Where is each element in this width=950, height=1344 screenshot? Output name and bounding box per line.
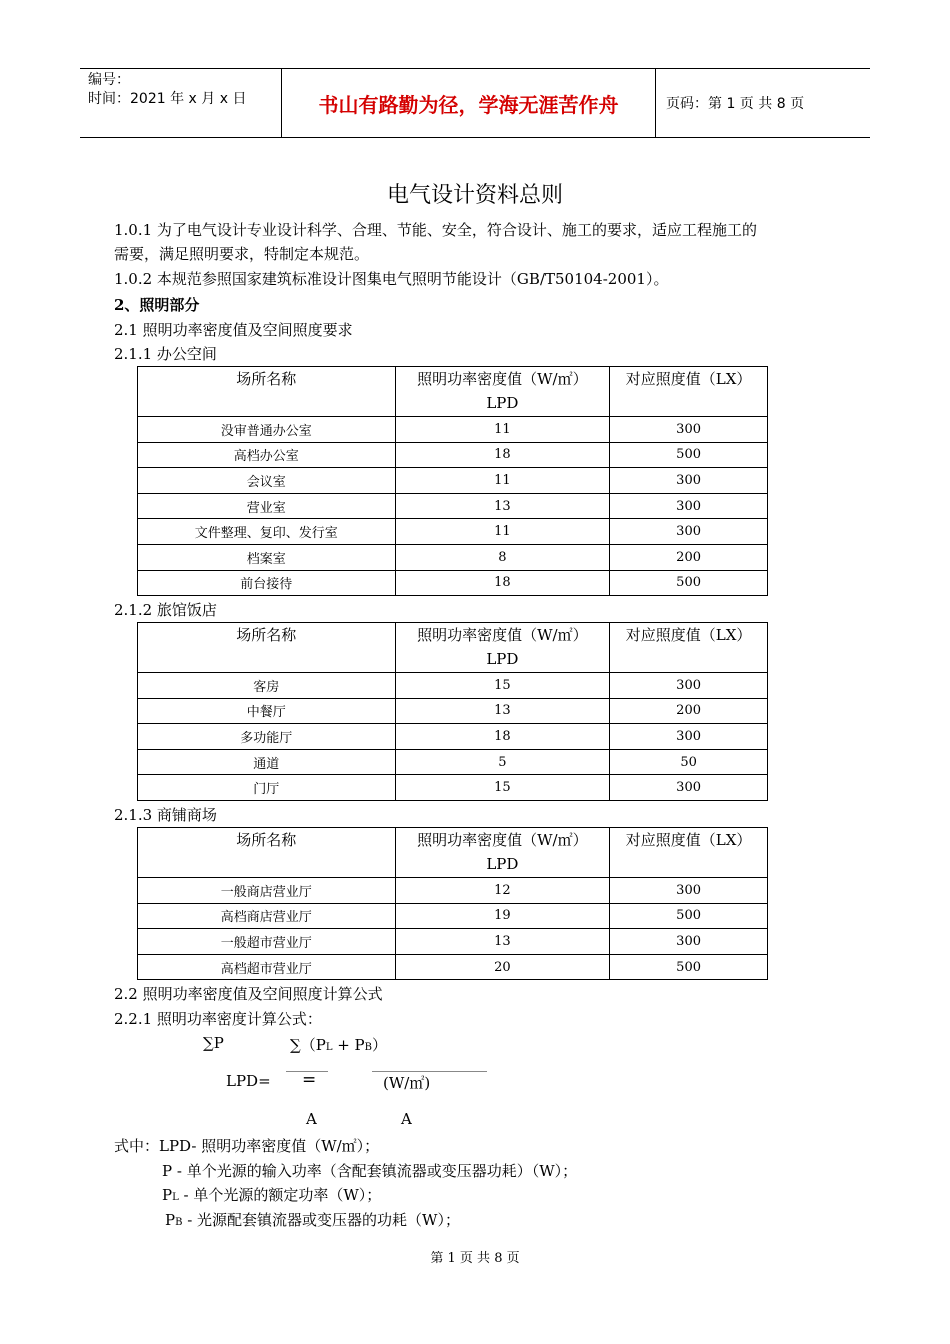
- table-shopping: [137, 827, 768, 980]
- table-row: [138, 442, 768, 468]
- header-page-label: 页码：第 1 页 共 8 页: [666, 96, 805, 112]
- cell-place-name: 通道: [138, 749, 396, 775]
- table-row: [138, 468, 768, 494]
- table-row: [138, 673, 768, 699]
- cell-illuminance: 300: [610, 878, 768, 904]
- table-row: [138, 698, 768, 724]
- cell-illuminance: 200: [610, 698, 768, 724]
- formula-lhs: LPD=: [226, 1072, 271, 1090]
- header-lpd: 照明功率密度值（W/㎡） LPD: [395, 623, 610, 673]
- cell-place-name: 会议室: [138, 468, 396, 494]
- table-row: [138, 417, 768, 443]
- cell-place-name: 门厅: [138, 775, 396, 801]
- header-lpd: 照明功率密度值（W/㎡） LPD: [395, 828, 610, 878]
- section-2-heading: 2、照明部分: [114, 296, 200, 314]
- cell-illuminance: 300: [610, 519, 768, 545]
- cell-lpd: 18: [395, 724, 610, 750]
- formula-sum-pl-pb: ∑（PL + PB）: [290, 1036, 388, 1054]
- cell-illuminance: 300: [610, 929, 768, 955]
- cell-lpd: 13: [395, 929, 610, 955]
- cell-place-name: 没审普通办公室: [138, 417, 396, 443]
- formula-equals: =: [302, 1070, 317, 1090]
- cell-lpd: 15: [395, 775, 610, 801]
- table-header-row: [138, 367, 768, 417]
- section-2-1-3-heading: 2.1.3 商铺商场: [114, 806, 217, 824]
- cell-lpd: 11: [395, 417, 610, 443]
- note-p: P - 单个光源的输入功率（含配套镇流器或变压器功耗）（W）；: [162, 1162, 578, 1180]
- table-row: [138, 544, 768, 570]
- header-lpd: 照明功率密度值（W/㎡） LPD: [395, 367, 610, 417]
- table-row: [138, 929, 768, 955]
- para-1-0-2: 1.0.2 本规范参照国家建筑标准设计图集电气照明节能设计（GB/T50104-2001）。: [114, 270, 669, 288]
- table-hotel: [137, 622, 768, 801]
- formula-denominator-1: A: [306, 1110, 317, 1128]
- cell-lpd: 8: [395, 544, 610, 570]
- formula-sum-p: ∑P: [203, 1034, 224, 1052]
- table-row: [138, 775, 768, 801]
- header-illuminance: 对应照度值（LX）: [610, 828, 768, 878]
- table-row: [138, 878, 768, 904]
- cell-illuminance: 50: [610, 749, 768, 775]
- cell-lpd: 15: [395, 673, 610, 699]
- cell-lpd: 20: [395, 954, 610, 980]
- header-place-name: 场所名称: [138, 623, 396, 673]
- header-meta: [80, 69, 282, 137]
- cell-illuminance: 300: [610, 468, 768, 494]
- cell-illuminance: 500: [610, 954, 768, 980]
- cell-lpd: 13: [395, 493, 610, 519]
- header-motto: 书山有路勤为径，学海无涯苦作舟: [282, 69, 656, 137]
- section-2-2-heading: 2.2 照明功率密度值及空间照度计算公式: [114, 985, 383, 1003]
- cell-place-name: 一般商店营业厅: [138, 878, 396, 904]
- cell-illuminance: 300: [610, 417, 768, 443]
- cell-place-name: 高档商店营业厅: [138, 903, 396, 929]
- cell-place-name: 档案室: [138, 544, 396, 570]
- table-row: [138, 493, 768, 519]
- cell-lpd: 11: [395, 519, 610, 545]
- time-label: 时间：2021 年 x 月 x 日: [88, 91, 247, 107]
- cell-illuminance: 300: [610, 493, 768, 519]
- para-1-0-1-line1: 1.0.1 为了电气设计专业设计科学、合理、节能、安全，符合设计、施工的要求，适应工程施工的: [114, 221, 757, 239]
- cell-illuminance: 500: [610, 570, 768, 596]
- cell-lpd: 18: [395, 570, 610, 596]
- table-row: [138, 724, 768, 750]
- cell-place-name: 一般超市营业厅: [138, 929, 396, 955]
- cell-illuminance: 500: [610, 903, 768, 929]
- table-row: [138, 519, 768, 545]
- cell-place-name: 营业室: [138, 493, 396, 519]
- cell-illuminance: 200: [610, 544, 768, 570]
- section-2-2-1-heading: 2.2.1 照明功率密度计算公式：: [114, 1010, 322, 1028]
- cell-place-name: 多功能厅: [138, 724, 396, 750]
- page-header: [80, 68, 870, 138]
- number-label: 编号：: [88, 72, 130, 88]
- cell-lpd: 19: [395, 903, 610, 929]
- table-row: [138, 570, 768, 596]
- table-header-row: [138, 623, 768, 673]
- cell-lpd: 11: [395, 468, 610, 494]
- cell-place-name: 中餐厅: [138, 698, 396, 724]
- table-row: [138, 749, 768, 775]
- cell-illuminance: 300: [610, 724, 768, 750]
- cell-illuminance: 300: [610, 673, 768, 699]
- table-row: [138, 903, 768, 929]
- table-row: [138, 954, 768, 980]
- cell-lpd: 12: [395, 878, 610, 904]
- para-1-0-1-line2: 需要，满足照明要求，特制定本规范。: [114, 245, 370, 263]
- header-place-name: 场所名称: [138, 828, 396, 878]
- cell-lpd: 5: [395, 749, 610, 775]
- note-lpd: 式中：LPD- 照明功率密度值（W/㎡）；: [114, 1137, 380, 1155]
- section-2-1-heading: 2.1 照明功率密度值及空间照度要求: [114, 321, 353, 339]
- cell-place-name: 文件整理、复印、发行室: [138, 519, 396, 545]
- cell-lpd: 18: [395, 442, 610, 468]
- table-office: [137, 366, 768, 596]
- note-pl: PL - 单个光源的额定功率（W）；: [162, 1186, 382, 1204]
- header-illuminance: 对应照度值（LX）: [610, 623, 768, 673]
- cell-place-name: 前台接待: [138, 570, 396, 596]
- section-2-1-2-heading: 2.1.2 旅馆饭店: [114, 601, 217, 619]
- header-place-name: 场所名称: [138, 367, 396, 417]
- document-title: 电气设计资料总则: [386, 183, 563, 208]
- cell-place-name: 高档超市营业厅: [138, 954, 396, 980]
- formula-unit: (W/㎡): [383, 1074, 431, 1092]
- page-footer: 第 1 页 共 8 页: [430, 1251, 520, 1266]
- cell-illuminance: 500: [610, 442, 768, 468]
- header-illuminance: 对应照度值（LX）: [610, 367, 768, 417]
- note-pb: PB - 光源配套镇流器或变压器的功耗（W）；: [165, 1211, 460, 1229]
- table-header-row: [138, 828, 768, 878]
- cell-place-name: 客房: [138, 673, 396, 699]
- formula-denominator-2: A: [401, 1110, 412, 1128]
- cell-lpd: 13: [395, 698, 610, 724]
- cell-illuminance: 300: [610, 775, 768, 801]
- cell-place-name: 高档办公室: [138, 442, 396, 468]
- section-2-1-1-heading: 2.1.1 办公空间: [114, 345, 217, 363]
